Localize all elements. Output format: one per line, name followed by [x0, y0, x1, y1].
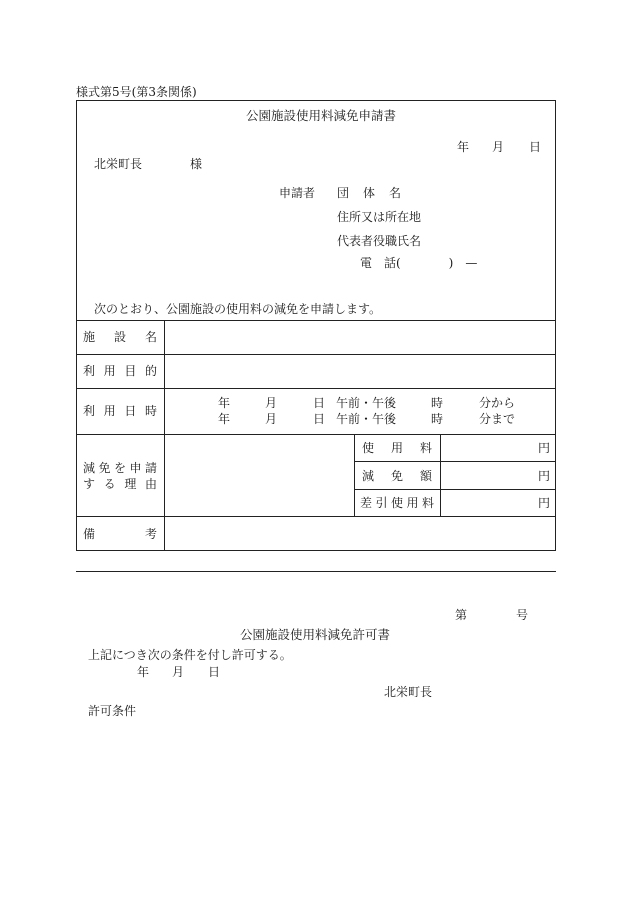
datetime-from-year: 年: [218, 396, 231, 410]
permit-issuer: 北栄町長: [384, 685, 433, 699]
facility-name-field[interactable]: [165, 321, 555, 354]
reason-label-line2: す る 理 由: [83, 477, 157, 491]
permit-number-gou: 号: [516, 608, 529, 622]
permit-conditions-label: 許可条件: [88, 704, 137, 718]
honorific: 様: [190, 157, 203, 171]
fee-yen: 円: [538, 441, 551, 455]
fee-label: 使 用 料: [362, 441, 432, 455]
section-separator: [76, 571, 556, 572]
datetime-to-hour: 時: [431, 412, 444, 426]
purpose-label: 利 用 目 的: [83, 364, 157, 378]
datetime-to-month: 月: [265, 412, 278, 426]
application-date-month: 月: [492, 140, 505, 154]
permit-number-dai: 第: [455, 608, 468, 622]
phone-label: 電 話( ) —: [360, 256, 478, 270]
organization-name-label: 団 体 名: [337, 186, 403, 200]
applicant-label: 申請者: [279, 186, 316, 200]
remarks-label: 備 考: [83, 527, 157, 541]
net-fee-label: 差 引 使 用 料: [360, 496, 434, 510]
permit-date-day: 日: [208, 665, 221, 679]
facility-name-label: 施 設 名: [83, 330, 157, 344]
application-date-year: 年: [457, 140, 470, 154]
reason-label-line1: 減 免 を 申 請: [83, 461, 157, 475]
permit-date-month: 月: [172, 665, 185, 679]
datetime-from-min: 分から: [479, 396, 516, 410]
form-number: 様式第5号(第3条関係): [76, 85, 197, 99]
remarks-field[interactable]: [165, 517, 555, 550]
permit-statement: 上記につき次の条件を付し許可する。: [88, 648, 292, 662]
application-intro: 次のとおり、公園施設の使用料の減免を申請します。: [94, 302, 382, 316]
datetime-from-hour: 時: [431, 396, 444, 410]
datetime-to-ampm: 午前・午後: [336, 412, 397, 426]
datetime-to-year: 年: [218, 412, 231, 426]
datetime-from-ampm: 午前・午後: [336, 396, 397, 410]
representative-label: 代表者役職氏名: [337, 234, 422, 248]
purpose-field[interactable]: [165, 355, 555, 388]
permit-title: 公園施設使用料減免許可書: [240, 627, 391, 642]
datetime-from-month: 月: [265, 396, 278, 410]
addressee: 北栄町長: [94, 157, 143, 171]
datetime-to-min: 分まで: [479, 412, 516, 426]
reduction-label: 減 免 額: [362, 469, 432, 483]
application-title: 公園施設使用料減免申請書: [246, 108, 397, 123]
net-fee-yen: 円: [538, 496, 551, 510]
reduction-yen: 円: [538, 469, 551, 483]
fee-column-rule: [354, 434, 355, 516]
datetime-to-day: 日: [313, 412, 326, 426]
address-label: 住所又は所在地: [337, 210, 422, 224]
datetime-from-day: 日: [313, 396, 326, 410]
table-rule: [76, 388, 556, 389]
permit-date-year: 年: [137, 665, 150, 679]
application-date-day: 日: [529, 140, 542, 154]
reason-field[interactable]: [165, 435, 354, 516]
datetime-label: 利 用 日 時: [83, 404, 157, 418]
